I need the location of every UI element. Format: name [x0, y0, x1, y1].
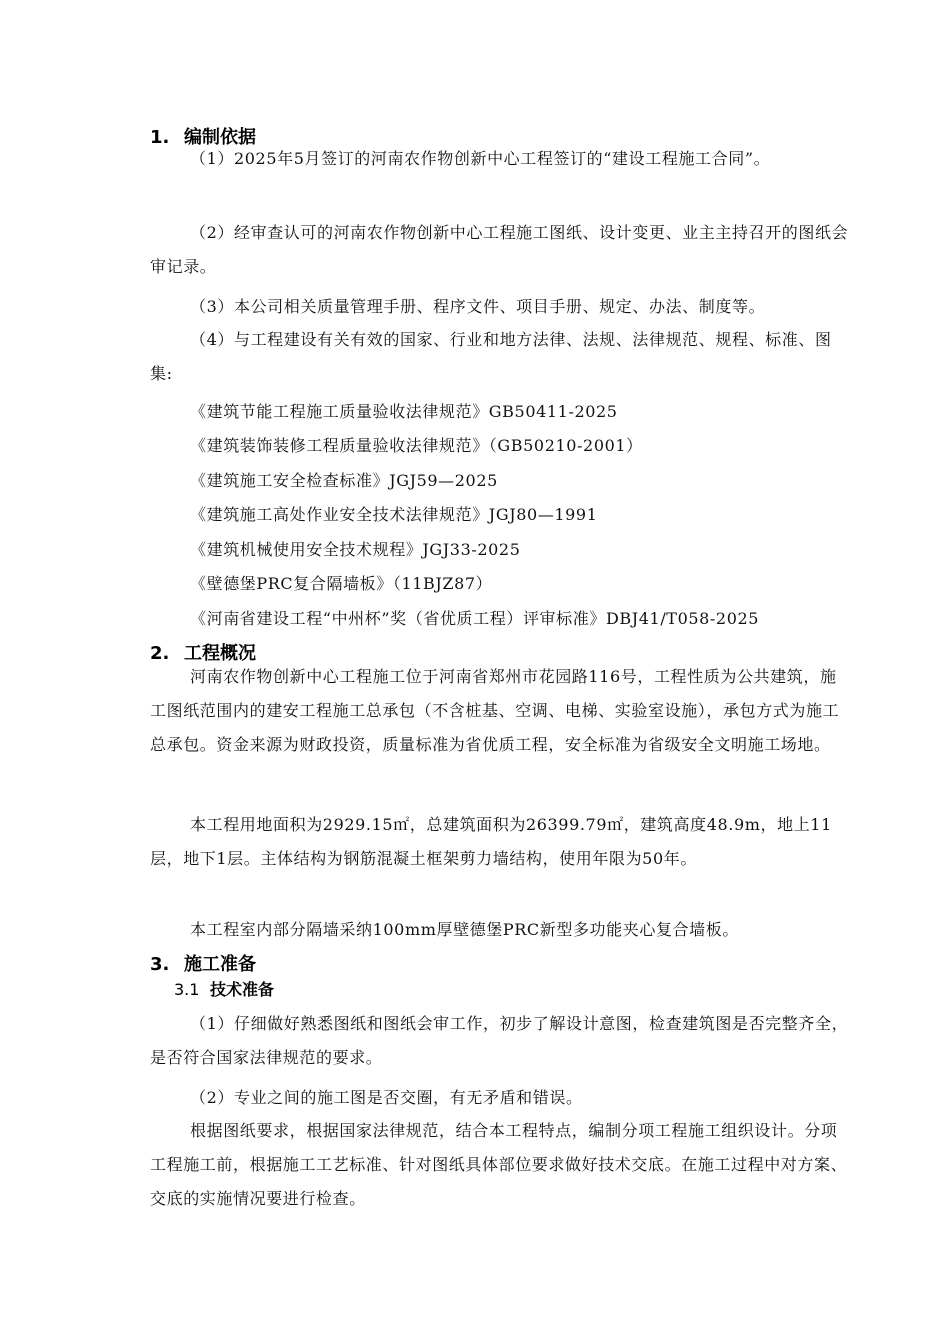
section-1-title: 编制依据: [184, 127, 256, 148]
section-2-paragraph-1: 河南农作物创新中心工程施工位于河南省郑州市花园路116号，工程性质为公共建筑，施工图纸范围内的建安工程施工总承包（不含桩基、空调、电梯、实验室设施），承包方式为施工总承包。资金来源为财政投资，质量标准为省优质工程，安全标准为省级安全文明施工场地。: [150, 667, 840, 754]
standard-item-1: 《建筑节能工程施工质量验收法律规范》GB50411-2025: [190, 402, 618, 421]
section-3-paragraph-2: （2）专业之间的施工图是否交圈，有无矛盾和错误。: [190, 1088, 583, 1107]
section-3-title: 施工准备: [184, 954, 256, 975]
section-1-number: 1.: [150, 127, 170, 148]
standard-item-5: 《建筑机械使用安全技术规程》JGJ33-2025: [190, 540, 521, 559]
standard-item-6: 《壁德堡PRC复合隔墙板》（11BJZ87）: [190, 574, 493, 593]
section-3-paragraph-1: （1）仔细做好熟悉图纸和图纸会审工作，初步了解设计意图，检查建筑图是否完整齐全，是否符合国家法律规范的要求。: [150, 1014, 849, 1067]
standard-item-2: 《建筑装饰装修工程质量验收法律规范》（GB50210-2001）: [190, 436, 643, 455]
standard-item-7: 《河南省建设工程“中州杯”奖（省优质工程）评审标准》DBJ41/T058-2025: [190, 609, 760, 628]
section-1-item-4: （4）与工程建设有关有效的国家、行业和地方法律、法规、法律规范、规程、标准、图集:: [150, 330, 832, 383]
section-3-number: 3.: [150, 954, 170, 975]
section-2-title: 工程概况: [184, 643, 256, 664]
section-1-item-2: （2）经审查认可的河南农作物创新中心工程施工图纸、设计变更、业主主持召开的图纸会审记录。: [150, 223, 849, 276]
subsection-3-1-title: 技术准备: [210, 980, 275, 999]
section-2-number: 2.: [150, 643, 170, 664]
subsection-3-1-number: 3.1: [174, 980, 200, 999]
section-3-heading: [150, 953, 256, 977]
section-2-paragraph-3: 本工程室内部分隔墙采纳100mm厚壁德堡PRC新型多功能夹心复合墙板。: [190, 920, 739, 939]
standard-item-3: 《建筑施工安全检查标准》JGJ59—2025: [190, 471, 498, 490]
section-1-item-1: （1）2025年5月签订的河南农作物创新中心工程签订的“建设工程施工合同”。: [190, 149, 771, 168]
section-3-paragraph-3: 根据图纸要求，根据国家法律规范，结合本工程特点，编制分项工程施工组织设计。分项工程施工前，根据施工工艺标准、针对图纸具体部位要求做好技术交底。在施工过程中对方案、交底的实施情况要进行检查。: [150, 1121, 848, 1208]
standard-item-4: 《建筑施工高处作业安全技术法律规范》JGJ80—1991: [190, 505, 598, 524]
section-2-paragraph-2: 本工程用地面积为2929.15㎡，总建筑面积为26399.79㎡，建筑高度48.9m，地上11层，地下1层。主体结构为钢筋混凝土框架剪力墙结构，使用年限为50年。: [150, 815, 832, 868]
subsection-3-1-heading: [174, 979, 274, 1001]
section-1-item-3: （3）本公司相关质量管理手册、程序文件、项目手册、规定、办法、制度等。: [190, 297, 766, 316]
